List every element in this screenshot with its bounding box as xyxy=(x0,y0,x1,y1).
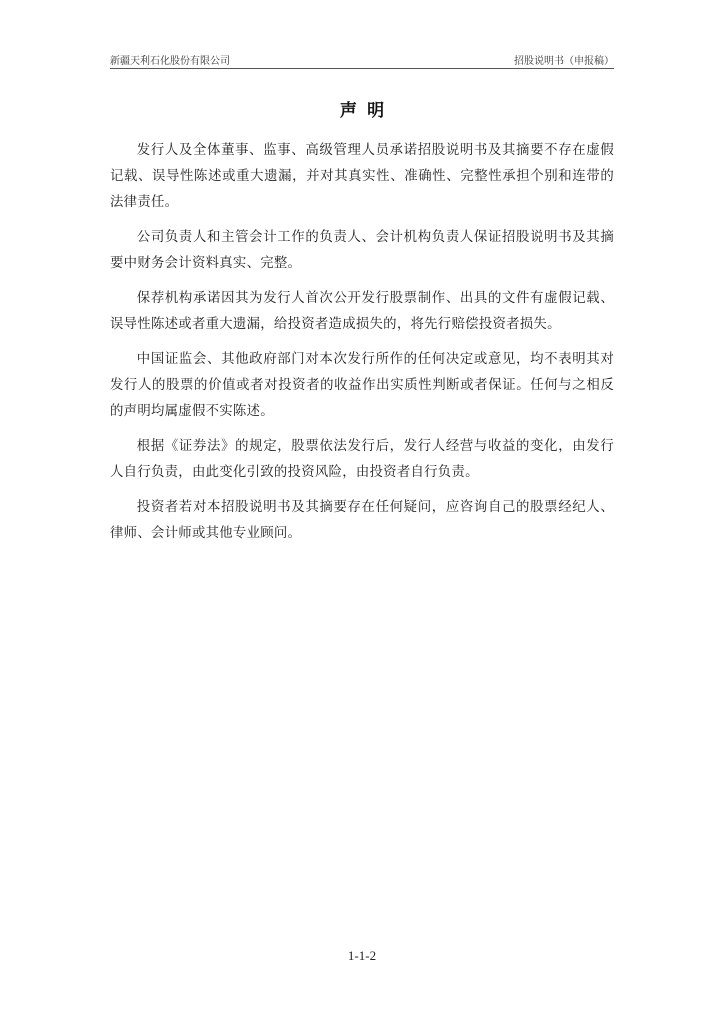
paragraph-financial-accuracy: 公司负责人和主管会计工作的负责人、会计机构负责人保证招股说明书及其摘要中财务会计资料真实、完整。 xyxy=(110,230,614,271)
page-header xyxy=(110,50,614,69)
paragraph-investor-advice: 投资者若对本招股说明书及其摘要存在任何疑问，应咨询自己的股票经纪人、律师、会计师或其他专业顾问。 xyxy=(110,500,614,541)
paragraph-sponsor-commitment: 保荐机构承诺因其为发行人首次公开发行股票制作、出具的文件有虚假记载、误导性陈述或者重大遗漏，给投资者造成损失的，将先行赔偿投资者损失。 xyxy=(110,291,614,332)
page-number: 1-1-2 xyxy=(347,948,377,963)
page-title: 声明 xyxy=(339,101,395,121)
paragraph-securities-law: 根据《证券法》的规定，股票依法发行后，发行人经营与收益的变化，由发行人自行负责，由此变化引致的投资风险，由投资者自行负责。 xyxy=(110,439,614,480)
header-document-type: 招股说明书（申报稿） xyxy=(514,56,614,67)
paragraph-liability: 发行人及全体董事、监事、高级管理人员承诺招股说明书及其摘要不存在虚假记载、误导性陈述或重大遗漏，并对其真实性、准确性、完整性承担个别和连带的法律责任。 xyxy=(110,143,614,210)
header-company-name: 新疆天利石化股份有限公司 xyxy=(110,56,230,67)
paragraph-regulator-disclaimer: 中国证监会、其他政府部门对本次发行所作的任何决定或意见，均不表明其对发行人的股票的价值或者对投资者的收益作出实质性判断或者保证。任何与之相反的声明均属虚假不实陈述。 xyxy=(110,352,614,419)
declaration-body xyxy=(110,138,614,556)
